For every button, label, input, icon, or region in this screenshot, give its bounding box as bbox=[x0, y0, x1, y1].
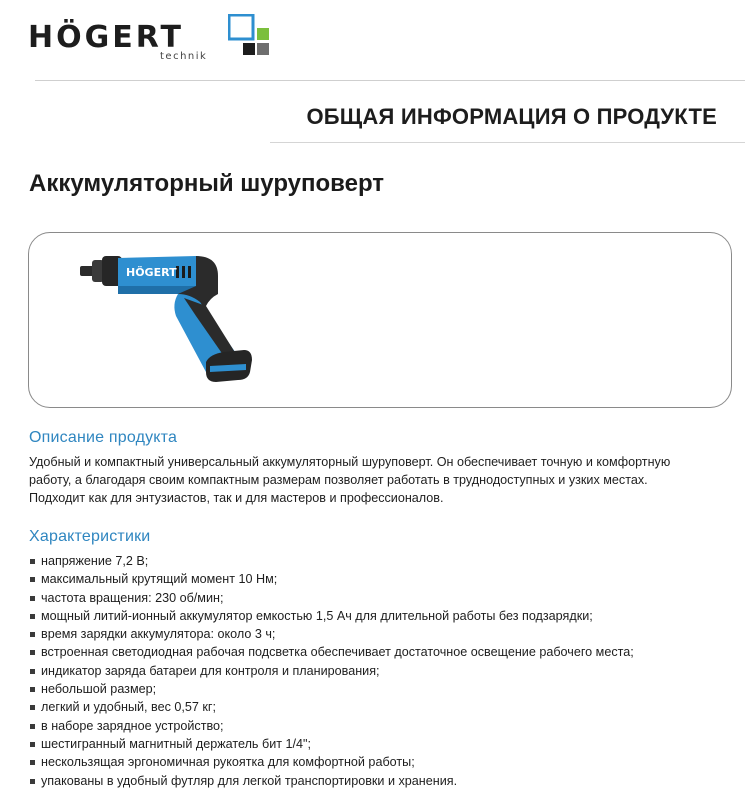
list-item: мощный литий-ионный аккумулятор емкостью 1,5 Ач для длительной работы без подзарядки; bbox=[29, 607, 634, 625]
product-image-brand: HÖGERT bbox=[126, 266, 177, 279]
description-line: работу, а благодаря своим компактным размерам позволяет работать в труднодоступных и узких местах. bbox=[29, 473, 648, 487]
list-item: упакованы в удобный футляр для легкой транспортировки и хранения. bbox=[29, 772, 634, 790]
brand-logo bbox=[28, 14, 288, 66]
list-item: время зарядки аккумулятора: около 3 ч; bbox=[29, 625, 634, 643]
list-item: частота вращения: 230 об/мин; bbox=[29, 589, 634, 607]
description-line: Удобный и компактный универсальный аккумуляторный шуруповерт. Он обеспечивает точную и комфортную bbox=[29, 455, 671, 469]
brand-squares-icon bbox=[228, 14, 274, 60]
brand-subtitle: technik bbox=[160, 51, 208, 62]
characteristics-heading: Характеристики bbox=[29, 528, 151, 545]
list-item: нескользящая эргономичная рукоятка для комфортной работы; bbox=[29, 753, 634, 771]
list-item: небольшой размер; bbox=[29, 680, 634, 698]
list-item: встроенная светодиодная рабочая подсветка обеспечивает достаточное освещение рабочего места; bbox=[29, 643, 634, 661]
brand-name: HÖGERT bbox=[28, 20, 184, 55]
list-item: в наборе зарядное устройство; bbox=[29, 717, 634, 735]
list-item: легкий и удобный, вес 0,57 кг; bbox=[29, 698, 634, 716]
header-divider bbox=[35, 80, 745, 81]
list-item: напряжение 7,2 В; bbox=[29, 552, 634, 570]
list-item: максимальный крутящий момент 10 Нм; bbox=[29, 570, 634, 588]
section-divider bbox=[270, 142, 745, 143]
description-text bbox=[29, 453, 729, 507]
description-heading: Описание продукта bbox=[29, 429, 178, 446]
list-item: индикатор заряда батареи для контроля и планирования; bbox=[29, 662, 634, 680]
cordless-screwdriver-icon bbox=[78, 246, 278, 396]
characteristics-list bbox=[29, 552, 634, 790]
list-item: шестигранный магнитный держатель бит 1/4"; bbox=[29, 735, 634, 753]
description-line: Подходит как для энтузиастов, так и для мастеров и профессионалов. bbox=[29, 491, 444, 505]
product-title: Аккумуляторный шуруповерт bbox=[29, 170, 385, 197]
section-title: ОБЩАЯ ИНФОРМАЦИЯ О ПРОДУКТЕ bbox=[306, 104, 717, 129]
